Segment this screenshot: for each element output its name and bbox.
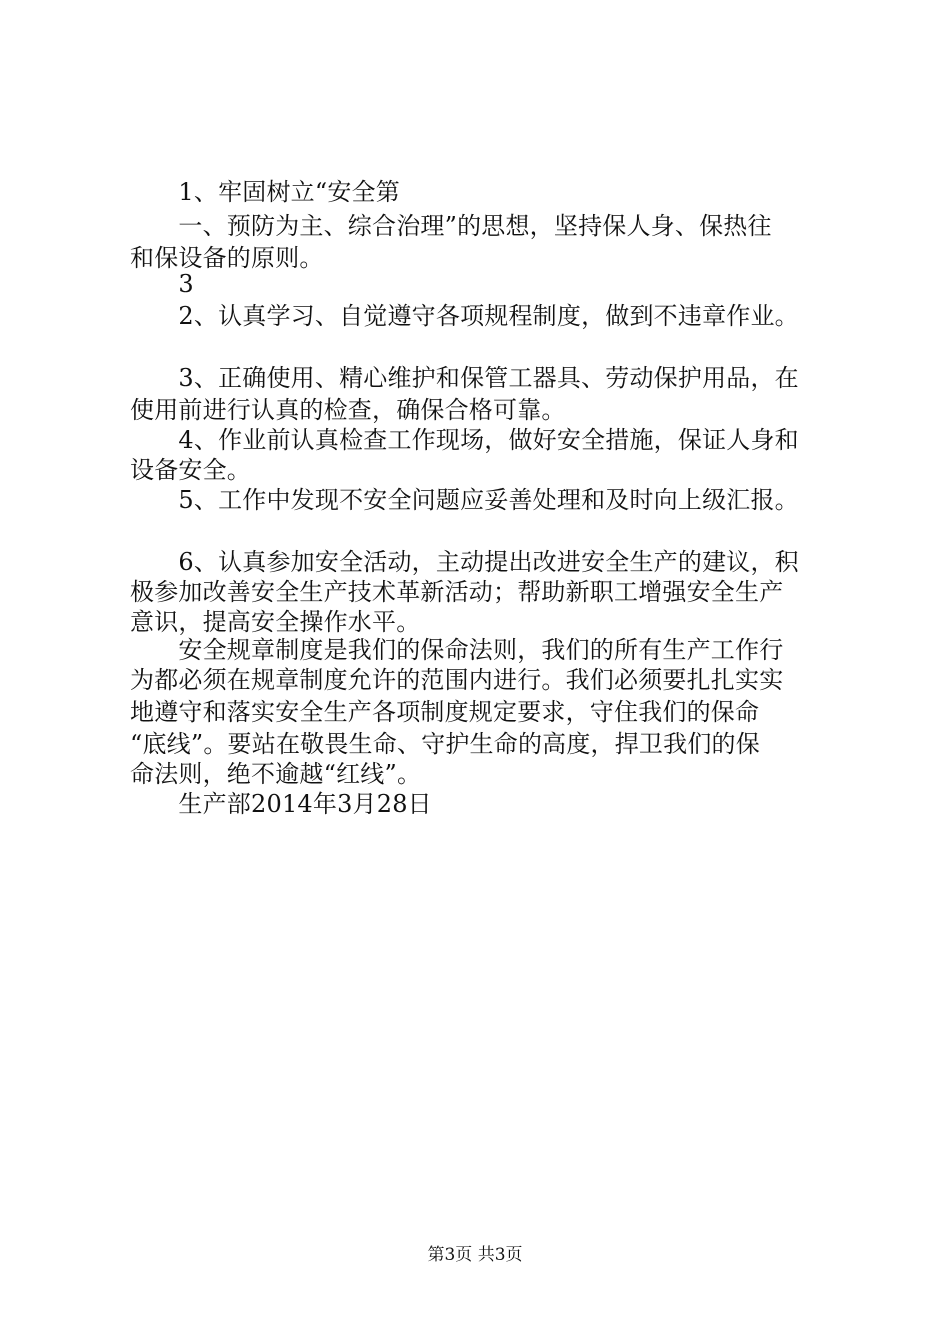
text-line: 3 — [130, 270, 194, 298]
text-line: 1、牢固树立“安全第 — [130, 178, 400, 206]
text-line: 和保设备的原则。 — [130, 244, 324, 272]
text-line: 4、作业前认真检查工作现场，做好安全措施，保证人身和 — [130, 426, 799, 454]
text-line: “底线”。要站在敬畏生命、守护生命的高度，捍卫我们的保 — [130, 730, 760, 758]
text-line: 5、工作中发现不安全问题应妥善处理和及时向上级汇报。 — [130, 486, 799, 514]
text-line: 6、认真参加安全活动，主动提出改进安全生产的建议，积 — [130, 548, 799, 576]
text-line: 3、正确使用、精心维护和保管工器具、劳动保护用品，在 — [130, 364, 799, 392]
text-line: 安全规章制度是我们的保命法则，我们的所有生产工作行 — [130, 636, 784, 664]
text-line: 使用前进行认真的检查，确保合格可靠。 — [130, 396, 566, 424]
text-line: 一、预防为主、综合治理”的思想，坚持保人身、保热往 — [130, 212, 772, 240]
text-line: 命法则，绝不逾越“红线”。 — [130, 760, 422, 788]
text-line: 生产部2014年3月28日 — [130, 790, 432, 818]
text-line: 为都必须在规章制度允许的范围内进行。我们必须要扎扎实实 — [130, 666, 784, 694]
text-line: 地遵守和落实安全生产各项制度规定要求，守住我们的保命 — [130, 698, 760, 726]
text-line: 2、认真学习、自觉遵守各项规程制度，做到不违章作业。 — [130, 302, 799, 330]
text-line: 极参加改善安全生产技术革新活动；帮助新职工增强安全生产 — [130, 578, 784, 606]
text-line: 设备安全。 — [130, 456, 251, 484]
page-footer: 第3页 共3页 — [427, 1245, 523, 1265]
text-line: 意识，提高安全操作水平。 — [130, 608, 421, 636]
